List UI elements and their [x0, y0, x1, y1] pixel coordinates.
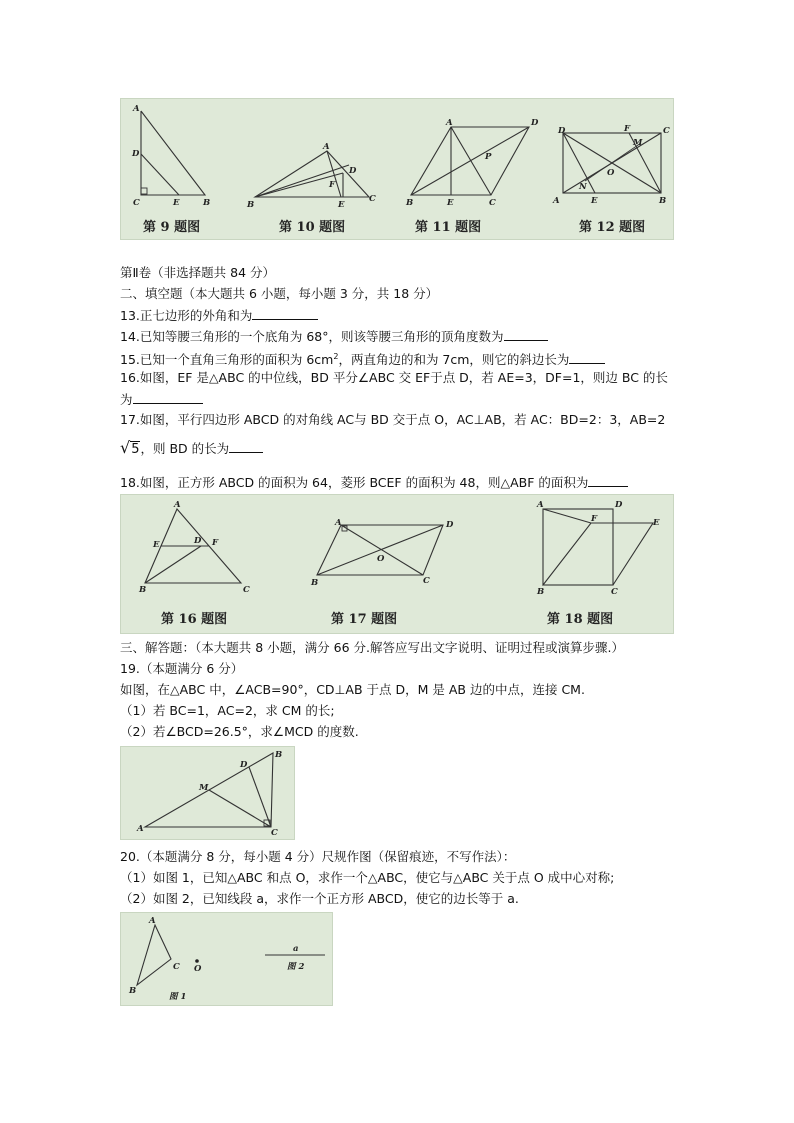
q17-sqrt-value: 5 [131, 442, 140, 457]
fig17-label-c: C [423, 576, 430, 586]
q20-title: 20.（本题满分 8 分，每小题 4 分）尺规作图（保留痕迹，不写作法）： [120, 849, 516, 864]
caption-fig12: 第 12 题图 [579, 220, 646, 235]
fig9-label-c: C [133, 198, 140, 208]
fig10-label-a: A [323, 142, 330, 152]
fig18-label-e: E [653, 518, 660, 528]
fig9-label-b: B [203, 198, 211, 208]
fig12-label-d: D [558, 126, 566, 136]
fig16-label-d: D [194, 536, 202, 546]
sqrt-symbol: √5 [120, 438, 140, 457]
fig18-label-a: A [537, 500, 544, 510]
fig18-label-f: F [591, 514, 598, 524]
fig17-label-a: A [335, 518, 342, 528]
figures-q16-q18-svg [121, 495, 673, 633]
fig20-caption-1: 图 1 [169, 992, 187, 1002]
q19-title: 19.（本题满分 6 分） [120, 661, 244, 676]
fig16-label-f: F [212, 538, 219, 548]
fig12-label-m: M [633, 138, 643, 148]
volume-title: 第Ⅱ卷（非选择题共 84 分） [120, 265, 276, 280]
caption-fig17: 第 17 题图 [331, 612, 398, 627]
fig18-label-d: D [615, 500, 623, 510]
fig12-label-f: F [624, 124, 631, 134]
fig10-label-d: D [349, 166, 357, 176]
fig20-label-o: O [194, 964, 202, 974]
q19-part2: （2）若∠BCD=26.5°，求∠MCD 的度数. [120, 724, 359, 739]
fig17-label-d: D [446, 520, 454, 530]
fig16-label-a: A [174, 500, 181, 510]
figure-20-svg [121, 913, 332, 1005]
figure-18 [536, 500, 660, 627]
fig11-label-a: A [446, 118, 453, 128]
caption-fig9: 第 9 题图 [143, 220, 201, 235]
fig18-label-b: B [537, 587, 545, 597]
q18-answer-blank[interactable] [588, 474, 628, 487]
fig12-label-n: N [579, 182, 587, 192]
question-15 [120, 349, 605, 368]
fig19-label-c: C [271, 828, 278, 838]
q13-answer-blank[interactable] [252, 307, 318, 320]
q20-part2: （2）如图 2，已知线段 a，求作一个正方形 ABCD，使它的边长等于 a. [120, 891, 519, 906]
question-16-cont [120, 391, 203, 408]
q17-answer-blank[interactable] [229, 440, 263, 453]
q18-text: 18.如图，正方形 ABCD 的面积为 64，菱形 BCEF 的面积为 48，则△ABF 的面积为 [120, 475, 589, 490]
figure-strip-q9-q12 [120, 98, 674, 240]
fig17-label-o: O [377, 554, 385, 564]
figure-20 [120, 912, 333, 1006]
fig12-label-b: B [659, 196, 667, 206]
q17-text: 17.如图，平行四边形 ABCD 的对角线 AC与 BD 交于点 O，AC⊥AB，若 AC：BD=2：3，AB=2 [120, 412, 666, 427]
fig18-label-c: C [611, 587, 618, 597]
fig20-label-a: A [149, 916, 156, 926]
fig11-label-d: D [531, 118, 539, 128]
q16-text-b: 为 [120, 392, 133, 407]
q15-text-a: 15.已知一个直角三角形的面积为 6cm [120, 352, 334, 368]
fig11-label-b: B [406, 198, 414, 208]
figure-19-svg [121, 747, 294, 839]
figure-12 [552, 124, 670, 235]
caption-fig18: 第 18 题图 [547, 612, 614, 627]
fig9-label-d: D [132, 149, 140, 159]
figure-9 [131, 104, 210, 235]
fig19-label-m: M [199, 783, 209, 793]
figure-17 [310, 518, 454, 627]
fig16-label-c: C [243, 585, 250, 595]
q14-text: 14.已知等腰三角形的一个底角为 68°，则该等腰三角形的顶角度数为 [120, 329, 504, 344]
fig12-label-o: O [607, 168, 615, 178]
fig9-label-e: E [173, 198, 180, 208]
fig11-label-e: E [447, 198, 454, 208]
fig10-label-f: F [329, 180, 336, 190]
fig10-label-e: E [338, 200, 345, 210]
q19-stem: 如图，在△ABC 中，∠ACB=90°，CD⊥AB 于点 D，M 是 AB 边的中点，连接 CM. [120, 682, 585, 697]
fig19-label-a: A [137, 824, 144, 834]
q15-text-b: ，两直角边的和为 7cm，则它的斜边长为 [338, 352, 570, 368]
q17-text-b: ，则 BD 的长为 [140, 441, 230, 456]
q16-answer-blank[interactable] [133, 391, 203, 404]
figure-19 [120, 746, 295, 840]
fig11-label-p: P [485, 152, 492, 162]
fig17-label-b: B [311, 578, 319, 588]
fig20-label-b: B [129, 986, 137, 996]
figures-q9-q12-svg [121, 99, 673, 239]
fig19-label-b: B [275, 750, 283, 760]
fig16-label-b: B [139, 585, 147, 595]
section3-heading: 三、解答题：（本大题共 8 小题，满分 66 分.解答应写出文字说明、证明过程或演算步骤.） [120, 640, 624, 655]
caption-fig10: 第 10 题图 [279, 220, 346, 235]
figure-16 [138, 500, 250, 627]
fig9-label-a: A [133, 104, 140, 114]
question-18 [120, 474, 628, 491]
question-14 [120, 328, 548, 345]
q15-answer-blank[interactable] [569, 351, 605, 364]
figure-strip-q16-q18 [120, 494, 674, 634]
fig19-label-d: D [240, 760, 248, 770]
fig20-label-a-segment: a [293, 944, 299, 954]
fig16-label-e: E [153, 540, 160, 550]
fig12-label-c: C [663, 126, 670, 136]
fig11-label-c: C [489, 198, 496, 208]
q20-part1: （1）如图 1，已知△ABC 和点 O，求作一个△ABC，使它与△ABC 关于点 O 成中心对称; [120, 870, 615, 885]
q16-text: 16.如图，EF 是△ABC 的中位线，BD 平分∠ABC 交 EF于点 D，若 AE=3，DF=1，则边 BC 的长 [120, 370, 668, 385]
fig10-label-b: B [247, 200, 255, 210]
question-17 [120, 412, 665, 428]
q19-part1: （1）若 BC=1，AC=2，求 CM 的长; [120, 703, 335, 718]
caption-fig11: 第 11 题图 [415, 220, 482, 235]
figure-11 [405, 118, 539, 235]
question-17-cont [120, 440, 263, 458]
q15-superscript: 2 [333, 352, 339, 361]
fig10-label-c: C [369, 194, 376, 204]
fig12-label-e: E [591, 196, 598, 206]
q14-answer-blank[interactable] [504, 328, 548, 341]
question-13 [120, 307, 318, 324]
caption-fig16: 第 16 题图 [161, 612, 228, 627]
fig20-caption-2: 图 2 [287, 962, 305, 972]
q13-text: 13.正七边形的外角和为 [120, 308, 253, 323]
fig20-label-c: C [173, 962, 180, 972]
section2-heading: 二、填空题（本大题共 6 小题，每小题 3 分，共 18 分） [120, 286, 439, 301]
fig12-label-a: A [553, 196, 560, 206]
figure-10 [246, 142, 376, 235]
question-16 [120, 370, 668, 386]
